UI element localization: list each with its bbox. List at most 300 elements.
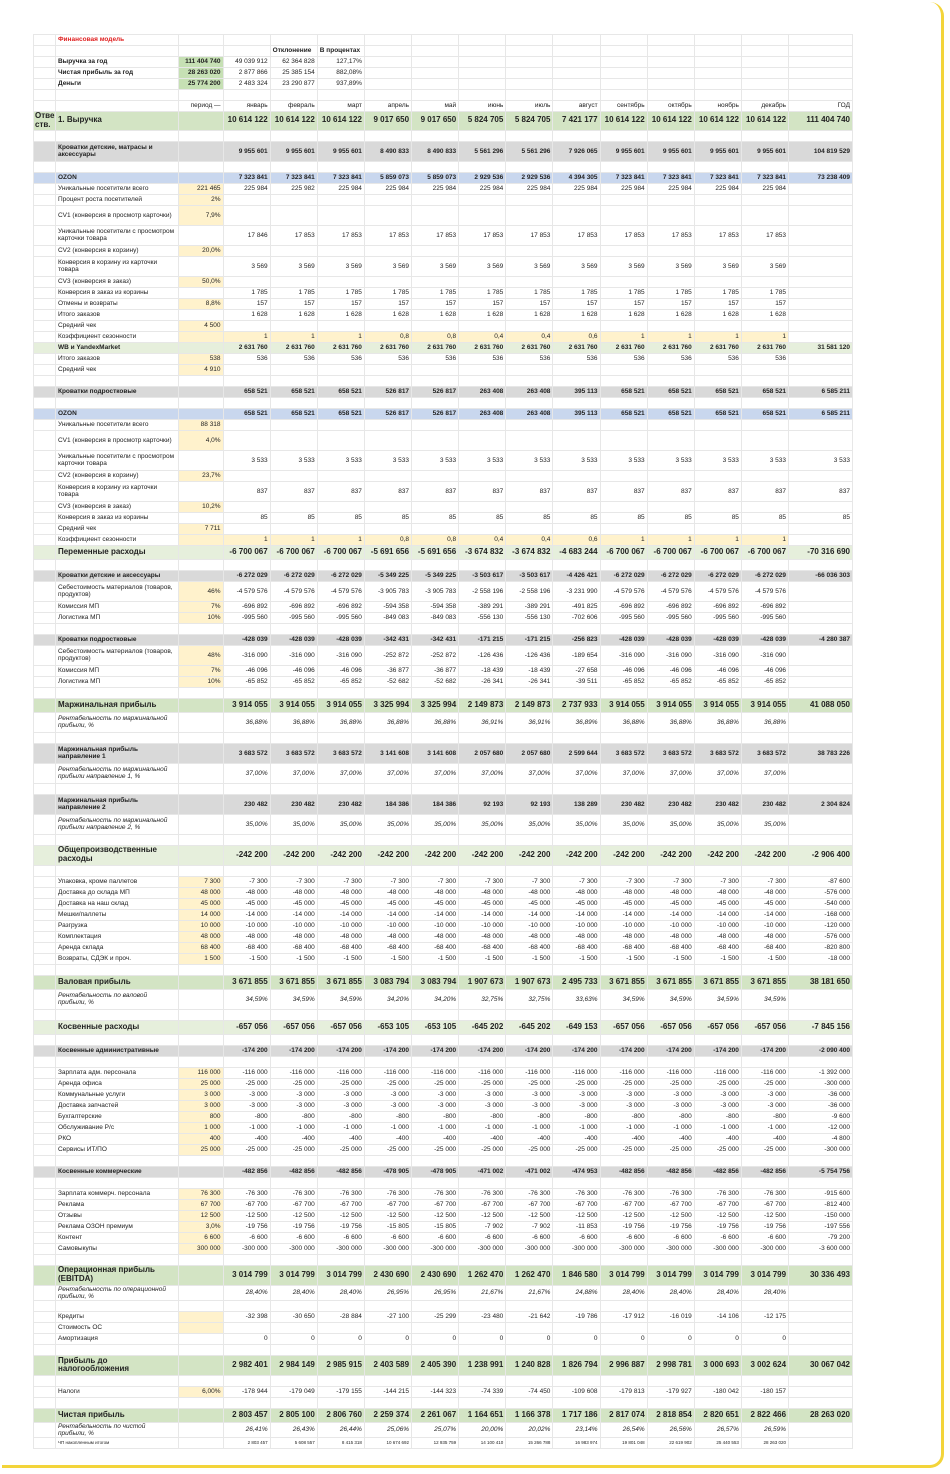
year-total[interactable]: 41 088 050 (789, 698, 853, 712)
month-value[interactable]: 3 683 572 (647, 743, 694, 763)
month-value[interactable]: -4 579 576 (223, 581, 270, 601)
year-total[interactable]: -5 754 756 (789, 1166, 853, 1177)
month-value[interactable]: -6 272 029 (223, 570, 270, 581)
month-value[interactable]: -3 000 (600, 1089, 647, 1100)
month-value[interactable]: 3 533 (506, 450, 553, 470)
month-value[interactable]: -400 (270, 1133, 317, 1144)
month-value[interactable]: 0,4 (506, 331, 553, 342)
month-value[interactable] (694, 470, 741, 481)
month-value[interactable]: -645 202 (459, 1020, 506, 1034)
month-value[interactable]: -1 000 (270, 1122, 317, 1133)
month-value[interactable]: -3 000 (741, 1100, 788, 1111)
month-value[interactable]: 1 628 (694, 309, 741, 320)
month-value[interactable]: 5 859 073 (364, 172, 411, 183)
month-value[interactable]: 3 533 (741, 450, 788, 470)
month-value[interactable]: -6 600 (223, 1232, 270, 1243)
month-value[interactable]: 2 430 690 (412, 1265, 459, 1285)
month-value[interactable]: -252 872 (364, 645, 411, 665)
year-total[interactable]: -300 000 (789, 1078, 853, 1089)
month-value[interactable]: 3 569 (270, 256, 317, 276)
month-value[interactable]: 658 521 (600, 386, 647, 397)
row-label[interactable]: Разгрузка (55, 920, 178, 931)
row-param[interactable] (178, 287, 223, 298)
month-value[interactable]: 3 569 (647, 256, 694, 276)
month-value[interactable]: -126 436 (459, 645, 506, 665)
month-value[interactable]: -76 300 (364, 1188, 411, 1199)
month-value[interactable]: 0,8 (364, 534, 411, 545)
month-value[interactable]: -400 (694, 1133, 741, 1144)
month-value[interactable]: -25 000 (600, 1144, 647, 1155)
month-value[interactable]: 1 (694, 331, 741, 342)
row-param[interactable]: 2% (178, 194, 223, 205)
month-value[interactable]: 10 614 122 (270, 112, 317, 131)
row-label[interactable]: Аренда офиса (55, 1078, 178, 1089)
year-total[interactable]: -820 800 (789, 942, 853, 953)
month-value[interactable]: 36,91% (506, 712, 553, 732)
month-value[interactable] (506, 276, 553, 287)
year-total[interactable]: -4 800 (789, 1133, 853, 1144)
row-param[interactable]: 3,0% (178, 1221, 223, 1232)
year-total[interactable] (789, 331, 853, 342)
month-value[interactable]: 21,67% (459, 1285, 506, 1300)
month-value[interactable]: 2 631 760 (270, 342, 317, 353)
month-value[interactable]: -174 200 (506, 1045, 553, 1056)
year-total[interactable]: -2 906 400 (789, 845, 853, 865)
month-value[interactable]: 658 521 (317, 386, 364, 397)
month-value[interactable]: 526 817 (364, 408, 411, 419)
row-label[interactable]: Доставка до склада МП (55, 887, 178, 898)
month-value[interactable]: 2 985 915 (317, 1355, 364, 1375)
month-value[interactable]: -995 560 (317, 612, 364, 623)
month-value[interactable]: -316 090 (694, 645, 741, 665)
row-label[interactable]: Рентабельность по маржинальной прибыли направление 1, % (55, 763, 178, 783)
month-value[interactable]: -3 000 (459, 1089, 506, 1100)
month-value[interactable]: -696 892 (317, 601, 364, 612)
month-value[interactable] (506, 470, 553, 481)
month-value[interactable] (694, 276, 741, 287)
month-value[interactable]: -3 000 (364, 1100, 411, 1111)
month-value[interactable]: -14 000 (647, 909, 694, 920)
month-value[interactable]: 34,59% (600, 989, 647, 1009)
month-value[interactable]: 7 323 841 (600, 172, 647, 183)
month-value[interactable]: 3 683 572 (317, 743, 364, 763)
month-value[interactable]: 1 628 (459, 309, 506, 320)
month-value[interactable] (270, 419, 317, 430)
month-value[interactable]: 0 (412, 1333, 459, 1344)
month-value[interactable]: -45 000 (694, 898, 741, 909)
month-value[interactable]: 536 (270, 353, 317, 364)
month-value[interactable]: 526 817 (412, 386, 459, 397)
month-value[interactable]: -45 000 (412, 898, 459, 909)
year-total[interactable] (789, 581, 853, 601)
year-total[interactable]: -18 000 (789, 953, 853, 964)
year-total[interactable]: -197 556 (789, 1221, 853, 1232)
row-param[interactable]: 10 000 (178, 920, 223, 931)
row-param[interactable] (178, 743, 223, 763)
month-value[interactable] (694, 430, 741, 450)
month-value[interactable]: -48 000 (270, 931, 317, 942)
month-value[interactable]: 20,00% (459, 1422, 506, 1437)
month-value[interactable]: 3 569 (364, 256, 411, 276)
row-label[interactable]: Коэффициент сезонности (55, 534, 178, 545)
month-value[interactable]: -10 000 (741, 920, 788, 931)
month-value[interactable] (412, 501, 459, 512)
month-value[interactable]: -400 (412, 1133, 459, 1144)
month-value[interactable]: -482 856 (600, 1166, 647, 1177)
month-value[interactable] (741, 523, 788, 534)
month-value[interactable]: 33,63% (553, 989, 600, 1009)
month-value[interactable]: -252 872 (412, 645, 459, 665)
month-value[interactable]: 536 (412, 353, 459, 364)
row-param[interactable] (178, 1166, 223, 1177)
month-value[interactable]: 3 533 (553, 450, 600, 470)
month-value[interactable]: 17 853 (459, 225, 506, 245)
month-value[interactable]: 2 631 760 (459, 342, 506, 353)
month-value[interactable] (459, 205, 506, 225)
month-value[interactable] (694, 1322, 741, 1333)
month-value[interactable]: -74 450 (506, 1386, 553, 1397)
month-value[interactable]: 1 826 794 (553, 1355, 600, 1375)
month-value[interactable]: -25 000 (506, 1078, 553, 1089)
year-total[interactable] (789, 763, 853, 783)
month-value[interactable]: 34,59% (694, 989, 741, 1009)
year-total[interactable] (789, 320, 853, 331)
month-value[interactable]: -800 (741, 1111, 788, 1122)
month-value[interactable]: -1 500 (600, 953, 647, 964)
month-value[interactable]: 28,40% (600, 1285, 647, 1300)
month-value[interactable]: -400 (364, 1133, 411, 1144)
month-value[interactable]: -14 000 (600, 909, 647, 920)
month-value[interactable]: 36,88% (223, 712, 270, 732)
month-value[interactable] (459, 470, 506, 481)
summary-prev-value[interactable]: 2 483 324 (223, 79, 270, 90)
month-value[interactable]: -10 000 (317, 920, 364, 931)
month-value[interactable]: 92 193 (459, 794, 506, 814)
month-header[interactable]: январь (223, 101, 270, 112)
month-value[interactable]: 3 683 572 (600, 743, 647, 763)
month-value[interactable]: -45 000 (270, 898, 317, 909)
month-value[interactable]: -6 272 029 (694, 570, 741, 581)
month-value[interactable]: -14 000 (741, 909, 788, 920)
month-value[interactable]: 17 853 (412, 225, 459, 245)
row-param[interactable]: 46% (178, 581, 223, 601)
row-label[interactable]: 1. Выручка (55, 112, 178, 131)
month-value[interactable]: -48 000 (317, 887, 364, 898)
month-value[interactable] (694, 419, 741, 430)
month-value[interactable]: 0,4 (459, 534, 506, 545)
month-value[interactable]: -36 877 (412, 665, 459, 676)
month-value[interactable]: 85 (506, 512, 553, 523)
month-value[interactable]: -48 000 (600, 887, 647, 898)
month-value[interactable]: -800 (553, 1111, 600, 1122)
month-value[interactable]: -389 291 (506, 601, 553, 612)
month-value[interactable] (270, 1322, 317, 1333)
month-value[interactable]: 3 083 794 (364, 975, 411, 989)
month-value[interactable]: 36,88% (364, 712, 411, 732)
month-value[interactable] (223, 419, 270, 430)
row-label[interactable]: OZON (55, 408, 178, 419)
month-value[interactable] (600, 276, 647, 287)
month-value[interactable]: -25 000 (647, 1078, 694, 1089)
row-param[interactable] (178, 698, 223, 712)
month-value[interactable]: -3 000 (364, 1089, 411, 1100)
month-value[interactable]: 7 323 841 (317, 172, 364, 183)
month-value[interactable] (506, 1322, 553, 1333)
month-value[interactable]: -400 (741, 1133, 788, 1144)
year-total[interactable]: -36 000 (789, 1089, 853, 1100)
month-value[interactable] (741, 245, 788, 256)
month-value[interactable]: 536 (317, 353, 364, 364)
month-value[interactable]: -849 083 (364, 612, 411, 623)
month-value[interactable]: 26,95% (364, 1285, 411, 1300)
month-value[interactable]: 2 261 067 (412, 1408, 459, 1422)
month-value[interactable]: -300 000 (364, 1243, 411, 1254)
year-total[interactable] (789, 523, 853, 534)
month-value[interactable]: 35,00% (412, 814, 459, 834)
month-value[interactable]: 1 (270, 331, 317, 342)
month-value[interactable]: 1 785 (647, 287, 694, 298)
month-value[interactable]: 225 982 (270, 183, 317, 194)
month-value[interactable]: 1 628 (317, 309, 364, 320)
month-value[interactable]: 1 262 470 (459, 1265, 506, 1285)
month-value[interactable]: -25 000 (741, 1078, 788, 1089)
month-value[interactable]: 2 259 374 (364, 1408, 411, 1422)
month-value[interactable]: -400 (317, 1133, 364, 1144)
month-value[interactable]: -3 000 (694, 1089, 741, 1100)
month-header[interactable]: сентябрь (600, 101, 647, 112)
row-label[interactable]: Косвенные расходы (55, 1020, 178, 1034)
month-value[interactable]: -6 700 067 (270, 545, 317, 559)
summary-value[interactable]: 25 774 200 (178, 79, 223, 90)
month-value[interactable]: -316 090 (223, 645, 270, 665)
row-label[interactable]: Рентабельность по операционной прибыли, % (55, 1285, 178, 1300)
month-value[interactable]: 3 002 624 (741, 1355, 788, 1375)
month-value[interactable]: 184 386 (364, 794, 411, 814)
row-label[interactable]: Мешки/паллеты (55, 909, 178, 920)
month-value[interactable]: 2 599 644 (553, 743, 600, 763)
month-value[interactable]: -45 000 (741, 898, 788, 909)
month-value[interactable]: 3 683 572 (741, 743, 788, 763)
month-value[interactable] (694, 245, 741, 256)
row-label[interactable]: РКО (55, 1133, 178, 1144)
month-value[interactable]: 157 (600, 298, 647, 309)
month-value[interactable]: -48 000 (647, 887, 694, 898)
month-value[interactable]: 1 (270, 534, 317, 545)
month-value[interactable]: -3 000 (317, 1089, 364, 1100)
month-value[interactable] (694, 205, 741, 225)
month-value[interactable]: -3 000 (647, 1100, 694, 1111)
month-value[interactable]: -7 300 (694, 876, 741, 887)
month-value[interactable]: -5 691 656 (364, 545, 411, 559)
month-value[interactable]: -482 856 (317, 1166, 364, 1177)
year-total[interactable] (789, 309, 853, 320)
month-value[interactable]: -300 000 (553, 1243, 600, 1254)
month-value[interactable] (364, 470, 411, 481)
month-value[interactable]: 5 608 557 (270, 1438, 317, 1449)
month-value[interactable]: -174 200 (694, 1045, 741, 1056)
month-value[interactable]: 34,59% (317, 989, 364, 1009)
month-value[interactable]: 225 984 (317, 183, 364, 194)
month-value[interactable]: 1 628 (741, 309, 788, 320)
month-value[interactable]: 0,8 (412, 534, 459, 545)
month-value[interactable] (270, 205, 317, 225)
month-value[interactable]: -76 300 (553, 1188, 600, 1199)
month-value[interactable]: 230 482 (741, 794, 788, 814)
month-value[interactable]: -10 000 (459, 920, 506, 931)
month-value[interactable]: -6 272 029 (317, 570, 364, 581)
year-total[interactable]: 85 (789, 512, 853, 523)
month-value[interactable]: 1 (694, 534, 741, 545)
year-total[interactable] (789, 645, 853, 665)
month-value[interactable]: -300 000 (506, 1243, 553, 1254)
row-param[interactable] (178, 545, 223, 559)
row-label[interactable]: Реклама ОЗОН премиум (55, 1221, 178, 1232)
month-value[interactable]: 35,00% (600, 814, 647, 834)
month-value[interactable] (223, 430, 270, 450)
month-value[interactable]: -995 560 (694, 612, 741, 623)
month-value[interactable]: -19 756 (647, 1221, 694, 1232)
month-value[interactable]: 35,00% (223, 814, 270, 834)
month-value[interactable]: -6 600 (647, 1232, 694, 1243)
month-value[interactable]: 17 846 (223, 225, 270, 245)
month-value[interactable]: 23,14% (553, 1422, 600, 1437)
month-value[interactable]: 1 (741, 534, 788, 545)
month-value[interactable]: -4 579 576 (600, 581, 647, 601)
year-total[interactable]: -12 000 (789, 1122, 853, 1133)
row-param[interactable]: 221 465 (178, 183, 223, 194)
month-value[interactable]: -14 000 (694, 909, 741, 920)
month-value[interactable]: 0,8 (412, 331, 459, 342)
month-value[interactable]: 85 (223, 512, 270, 523)
month-value[interactable]: 263 408 (506, 408, 553, 419)
month-value[interactable]: 157 (223, 298, 270, 309)
month-value[interactable]: -3 905 783 (412, 581, 459, 601)
month-value[interactable]: -14 000 (364, 909, 411, 920)
row-label[interactable]: Комплектация (55, 931, 178, 942)
month-value[interactable]: -14 000 (459, 909, 506, 920)
month-value[interactable] (600, 194, 647, 205)
month-value[interactable]: -48 000 (412, 887, 459, 898)
month-value[interactable]: -6 272 029 (600, 570, 647, 581)
month-value[interactable] (317, 1322, 364, 1333)
month-value[interactable]: 7 421 177 (553, 112, 600, 131)
row-label[interactable]: Зарплата адм. персонала (55, 1067, 178, 1078)
month-value[interactable] (317, 194, 364, 205)
month-value[interactable]: -65 852 (270, 676, 317, 687)
month-value[interactable]: 1 (647, 534, 694, 545)
month-value[interactable]: 8 490 833 (364, 141, 411, 161)
month-value[interactable] (506, 501, 553, 512)
month-value[interactable]: 1 785 (600, 287, 647, 298)
month-value[interactable] (364, 1322, 411, 1333)
row-param[interactable]: 10,2% (178, 501, 223, 512)
row-label[interactable]: Реклама (55, 1199, 178, 1210)
month-value[interactable]: 3 683 572 (694, 743, 741, 763)
row-label[interactable]: Аренда склада (55, 942, 178, 953)
month-value[interactable]: 7 323 841 (270, 172, 317, 183)
month-value[interactable]: 1 785 (364, 287, 411, 298)
month-value[interactable]: -16 019 (647, 1311, 694, 1322)
month-value[interactable]: 0 (741, 1333, 788, 1344)
row-label[interactable]: Стоимость ОС (55, 1322, 178, 1333)
month-value[interactable]: -300 000 (412, 1243, 459, 1254)
month-value[interactable] (600, 205, 647, 225)
month-value[interactable]: -6 700 067 (694, 545, 741, 559)
month-value[interactable] (364, 364, 411, 375)
month-value[interactable]: -116 000 (223, 1067, 270, 1078)
month-value[interactable]: 225 984 (647, 183, 694, 194)
month-value[interactable]: -6 700 067 (600, 545, 647, 559)
month-value[interactable]: 157 (506, 298, 553, 309)
month-value[interactable]: 16 983 974 (553, 1438, 600, 1449)
month-value[interactable]: -242 200 (317, 845, 364, 865)
row-param[interactable] (178, 712, 223, 732)
month-value[interactable]: -696 892 (270, 601, 317, 612)
year-total[interactable]: -168 000 (789, 909, 853, 920)
month-value[interactable]: 658 521 (694, 408, 741, 419)
month-value[interactable]: 17 853 (506, 225, 553, 245)
month-value[interactable]: 28,40% (317, 1285, 364, 1300)
year-total[interactable]: 837 (789, 481, 853, 501)
month-value[interactable]: -3 503 617 (459, 570, 506, 581)
month-value[interactable] (553, 470, 600, 481)
month-value[interactable] (459, 523, 506, 534)
month-header[interactable]: август (553, 101, 600, 112)
month-value[interactable]: 35,00% (741, 814, 788, 834)
month-value[interactable]: -67 700 (647, 1199, 694, 1210)
month-value[interactable]: -242 200 (741, 845, 788, 865)
month-value[interactable]: -25 000 (553, 1078, 600, 1089)
month-value[interactable]: 35,00% (317, 814, 364, 834)
month-value[interactable]: -74 339 (459, 1386, 506, 1397)
row-param[interactable]: 1 500 (178, 953, 223, 964)
row-label[interactable]: Доставка на наш склад (55, 898, 178, 909)
month-value[interactable]: -342 431 (364, 634, 411, 645)
month-value[interactable]: -4 579 576 (647, 581, 694, 601)
summary-deviation[interactable]: 23 290 877 (270, 79, 317, 90)
month-value[interactable]: 230 482 (647, 794, 694, 814)
month-value[interactable]: -76 300 (270, 1188, 317, 1199)
month-value[interactable]: -25 000 (694, 1078, 741, 1089)
row-param[interactable]: 25 000 (178, 1144, 223, 1155)
month-value[interactable]: 1 (600, 534, 647, 545)
month-value[interactable]: -45 000 (600, 898, 647, 909)
month-value[interactable]: 0,4 (459, 331, 506, 342)
month-value[interactable]: 1 (741, 331, 788, 342)
year-total[interactable]: 2 304 824 (789, 794, 853, 814)
month-value[interactable]: -428 039 (741, 634, 788, 645)
month-value[interactable]: 25,07% (412, 1422, 459, 1437)
month-value[interactable]: 8 415 318 (317, 1438, 364, 1449)
month-value[interactable]: -342 431 (412, 634, 459, 645)
row-param[interactable]: 23,7% (178, 470, 223, 481)
row-label[interactable]: Маржинальная прибыль (55, 698, 178, 712)
month-value[interactable]: -12 175 (741, 1311, 788, 1322)
row-param[interactable] (178, 172, 223, 183)
month-value[interactable]: 26,41% (223, 1422, 270, 1437)
month-value[interactable] (317, 205, 364, 225)
month-value[interactable]: 3 683 572 (270, 743, 317, 763)
month-value[interactable]: -3 000 (270, 1089, 317, 1100)
month-value[interactable]: 2 803 457 (223, 1438, 270, 1449)
month-value[interactable] (741, 419, 788, 430)
month-value[interactable]: -45 000 (459, 898, 506, 909)
month-value[interactable]: -174 200 (364, 1045, 411, 1056)
row-label[interactable]: Чистая прибыль (55, 1408, 178, 1422)
row-param[interactable] (178, 141, 223, 161)
month-value[interactable]: 157 (412, 298, 459, 309)
month-value[interactable]: 225 984 (553, 183, 600, 194)
